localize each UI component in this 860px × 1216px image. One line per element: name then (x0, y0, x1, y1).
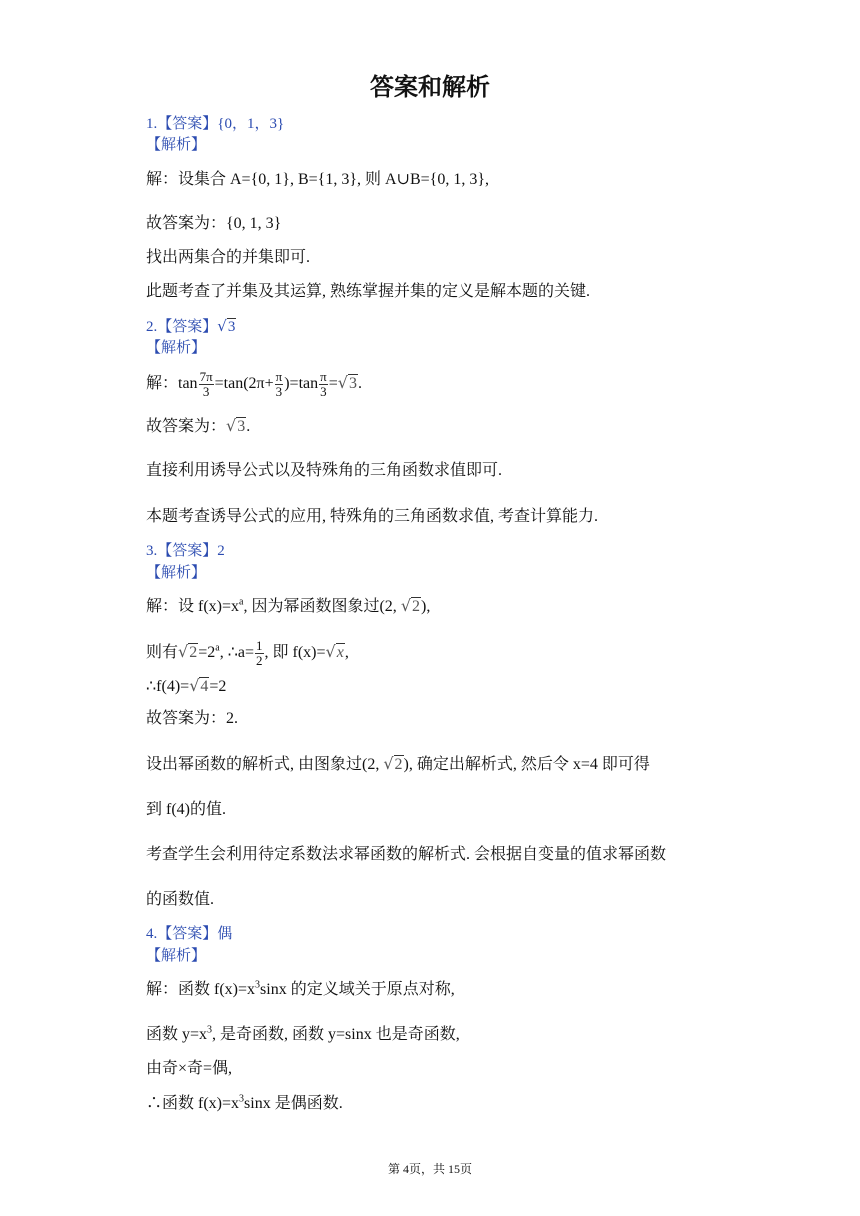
fraction-denominator: 3 (275, 383, 283, 399)
q4-line-3: 由奇×奇=偶, (146, 1060, 233, 1077)
q1-answer-line: 故答案为：{0, 1, 3} (146, 215, 282, 232)
q3-l2-sup: a (215, 642, 220, 654)
fraction-numerator: 7π (199, 368, 213, 384)
sqrt-symbol: √ (383, 754, 394, 773)
q2-l2-sqrt: 3 (237, 418, 246, 435)
q4-answer: 4.【答案】偶 (146, 926, 233, 942)
q2-hint: 直接利用诱导公式以及特殊角的三角函数求值即可. (146, 462, 503, 479)
fraction (319, 370, 328, 399)
fraction-numerator: π (320, 368, 327, 384)
q3-l5-a: 设出幂函数的解析式, 由图象过(2, (146, 756, 384, 773)
q3-l1-sqrt: 2 (412, 598, 421, 615)
q4-l2-sup: 3 (207, 1024, 213, 1036)
q3-l1-b: , 因为幂函数图象过(2, (243, 598, 401, 615)
q4-l1-a: 解：函数 f(x)=x (146, 981, 256, 998)
q4-l4-sup: 3 (239, 1093, 245, 1105)
sqrt-symbol: √ (217, 317, 227, 335)
q3-l1-a: 解：设 f(x)=x (146, 598, 240, 615)
q1-analysis-label: 【解析】 (146, 137, 207, 153)
q2-answer (146, 316, 236, 337)
q3-solution-line (146, 596, 430, 617)
q2-comment: 本题考查诱导公式的应用, 特殊角的三角函数求值, 考查计算能力. (146, 508, 599, 525)
q2-l1-e: . (357, 375, 362, 392)
q3-comment-cont: 的函数值. (146, 891, 215, 908)
q2-answer-line (146, 416, 250, 437)
fraction-denominator: 3 (202, 383, 210, 399)
q3-l3-sqrt: 4 (200, 678, 209, 695)
sqrt-symbol: √ (337, 373, 348, 392)
q3-l1-sup: a (239, 596, 244, 608)
q3-line-2 (146, 637, 349, 668)
q3-l2-d: , 即 f(x)= (264, 644, 326, 661)
sqrt-symbol: √ (400, 596, 412, 615)
q2-answer-prefix: 2.【答案】 (146, 319, 218, 335)
q2-l2-b: . (246, 418, 251, 435)
q2-l1-d: = (328, 375, 338, 392)
sqrt-symbol: √ (325, 642, 336, 661)
q3-l5-b: ), 确定出解析式, 然后令 x=4 即可得 (403, 756, 650, 773)
q4-l2-b: , 是奇函数, 函数 y=sinx 也是奇函数, (212, 1026, 460, 1043)
q1-hint: 找出两集合的并集即可. (146, 249, 311, 266)
fraction-numerator: 1 (256, 637, 263, 653)
q3-answer-line: 故答案为：2. (146, 710, 239, 727)
page-footer: 第 4页，共 15页 (387, 1162, 472, 1176)
q4-line-4 (146, 1094, 343, 1114)
fraction (199, 370, 214, 399)
q3-hint (146, 754, 650, 775)
q3-l2-e: , (344, 644, 349, 661)
q1-answer: 1.【答案】{0，1，3} (146, 116, 285, 132)
q1-comment: 此题考查了并集及其运算, 熟练掌握并集的定义是解本题的关键. (146, 283, 591, 300)
q3-hint-cont: 到 f(4)的值. (146, 801, 226, 818)
q2-l1-b: =tan(2π+ (214, 375, 274, 392)
q3-l2-a: 则有 (146, 644, 179, 661)
q3-analysis-label: 【解析】 (146, 565, 207, 581)
q2-l2-a: 故答案为： (146, 418, 227, 435)
q4-line-2 (146, 1025, 460, 1045)
q4-l1-sup: 3 (255, 979, 261, 991)
q2-l1-a: 解：tan (146, 375, 198, 392)
sqrt-symbol: √ (178, 642, 189, 661)
q4-l1-b: sinx 的定义域关于原点对称, (260, 981, 455, 998)
sqrt-symbol: √ (189, 676, 200, 695)
q1-solution-line: 解：设集合 A={0, 1}, B={1, 3}, 则 A∪B={0, 1, 3}, (146, 171, 490, 188)
page-title: 答案和解析 (370, 75, 490, 101)
q3-l2-sqrt2: x (336, 644, 344, 661)
fraction-denominator: 2 (256, 652, 263, 668)
q2-answer-value: 3 (227, 319, 236, 335)
fraction-denominator: 3 (320, 383, 327, 399)
q3-l3-a: ∴f(4)= (146, 678, 190, 695)
fraction (255, 639, 264, 668)
q4-l4-a: ∴函数 f(x)=x (146, 1095, 240, 1112)
q3-l3-b: =2 (209, 678, 227, 695)
q3-l2-c: , ∴a= (219, 644, 255, 661)
q3-l1-c: ), (421, 598, 431, 615)
q3-l2-sqrt: 2 (189, 644, 198, 661)
q2-l1-c: )=tan (284, 375, 319, 392)
q2-l1-sqrt: 3 (348, 375, 357, 392)
q3-l2-b: =2 (198, 644, 216, 661)
q2-analysis-label: 【解析】 (146, 340, 207, 356)
q3-answer: 3.【答案】2 (146, 543, 225, 559)
fraction-numerator: π (275, 368, 283, 384)
q2-solution-line (146, 368, 362, 399)
fraction (275, 370, 284, 399)
q3-l5-sqrt: 2 (394, 756, 403, 773)
sqrt-symbol: √ (226, 416, 237, 435)
q4-solution-line (146, 980, 455, 1000)
q4-analysis-label: 【解析】 (146, 948, 207, 964)
q3-comment: 考查学生会利用待定系数法求幂函数的解析式. 会根据自变量的值求幂函数 (146, 846, 667, 863)
q4-l2-a: 函数 y=x (146, 1026, 208, 1043)
q4-l4-b: sinx 是偶函数. (244, 1095, 343, 1112)
q3-line-3 (146, 676, 226, 697)
